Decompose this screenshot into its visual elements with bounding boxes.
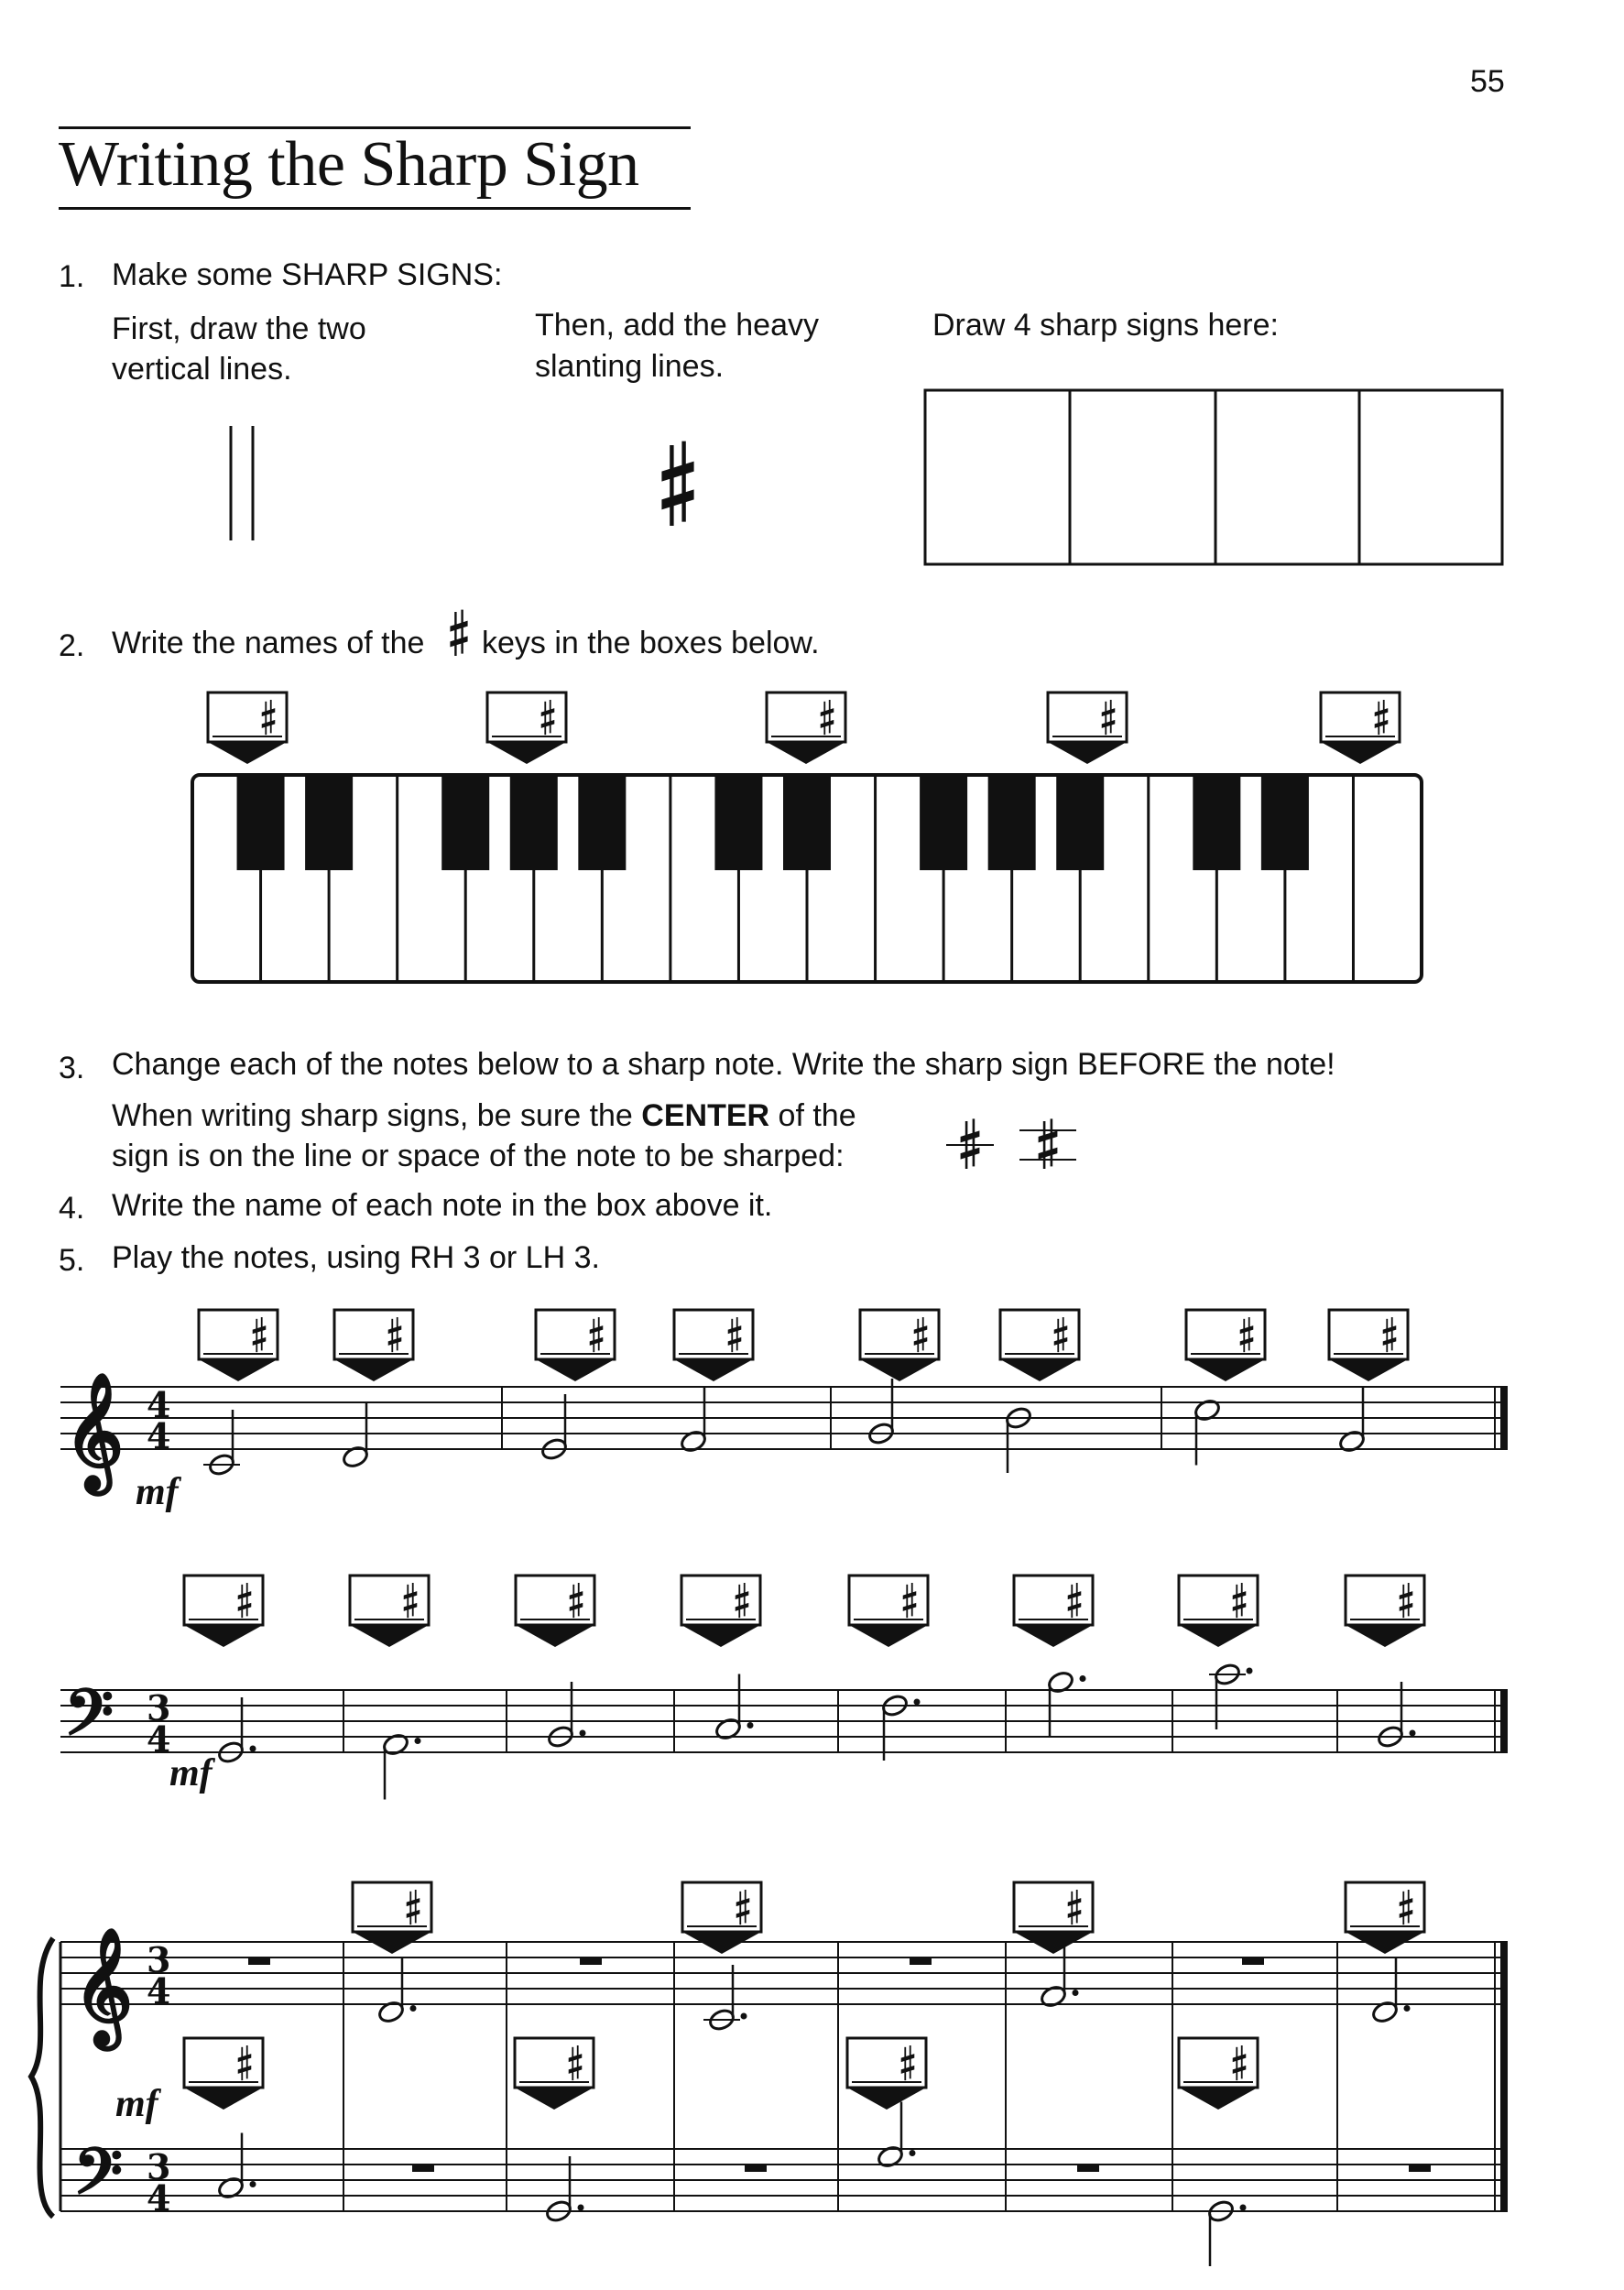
answer-box[interactable] <box>847 2038 926 2110</box>
note <box>1004 1405 1032 1473</box>
instruction-1-text: Make some SHARP SIGNS: <box>112 257 503 292</box>
answer-box[interactable] <box>1321 692 1400 764</box>
whole-rest <box>910 1957 932 1965</box>
answer-box[interactable] <box>1048 692 1127 764</box>
answer-box[interactable] <box>353 1882 431 1954</box>
whole-rest <box>580 1957 602 1965</box>
answer-box[interactable] <box>1179 1576 1258 1647</box>
treble-staff-3 <box>60 1942 1508 2033</box>
instruction-2-number: 2. <box>59 628 85 663</box>
answer-box[interactable] <box>184 1576 263 1647</box>
note <box>876 2102 915 2170</box>
answer-box[interactable] <box>1186 1310 1265 1381</box>
instruction-2-text-before: Write the names of the <box>112 626 425 660</box>
time-sig-top: 4 <box>147 1384 171 1425</box>
black-key <box>1193 775 1240 870</box>
brace-icon <box>31 1938 53 2217</box>
answer-box[interactable] <box>767 692 845 764</box>
answer-box[interactable] <box>536 1310 615 1381</box>
whole-rest <box>1409 2165 1431 2172</box>
instruction-3-number: 3. <box>59 1051 85 1085</box>
col2-line2: slanting lines. <box>535 349 725 384</box>
instruction-5-number: 5. <box>59 1243 85 1278</box>
music-staves <box>31 1379 1508 2266</box>
treble-clef-icon: 𝄞 <box>64 1372 125 1489</box>
black-key <box>305 775 353 870</box>
inline-sharp-icon <box>450 610 467 656</box>
note <box>203 1410 240 1478</box>
answer-box[interactable] <box>1179 2038 1258 2110</box>
dynamic-mf-1: mf <box>136 1471 179 1513</box>
note <box>381 1732 420 1800</box>
note <box>540 1394 568 1462</box>
black-key <box>441 775 489 870</box>
answer-box[interactable] <box>487 692 566 764</box>
black-key <box>988 775 1036 870</box>
instruction-4-number: 4. <box>59 1191 85 1226</box>
note <box>866 1379 895 1446</box>
note <box>1046 1670 1085 1738</box>
col2-line1: Then, add the heavy <box>535 308 820 343</box>
two-vertical-lines <box>231 426 253 540</box>
whole-rest <box>248 1957 270 1965</box>
answer-box[interactable] <box>334 1310 413 1381</box>
black-key <box>920 775 967 870</box>
piano-keyboard <box>192 775 1422 982</box>
answer-box[interactable] <box>1000 1310 1079 1381</box>
answer-box[interactable] <box>199 1310 278 1381</box>
time-sig-top: 3 <box>147 1687 171 1728</box>
note <box>1193 1398 1221 1466</box>
note <box>216 1697 256 1765</box>
note <box>216 2133 256 2201</box>
sharp-example-icon <box>661 442 693 526</box>
center-note-line2: sign is on the line or space of the note to be sharped: <box>112 1139 845 1173</box>
answer-box[interactable] <box>681 1576 760 1647</box>
answer-box[interactable] <box>674 1310 753 1381</box>
answer-box[interactable] <box>1329 1310 1408 1381</box>
note <box>546 1682 585 1750</box>
answer-box[interactable] <box>1014 1882 1093 1954</box>
note <box>703 1965 747 2033</box>
note <box>1039 1942 1078 2010</box>
center-note-bold: CENTER <box>641 1098 770 1133</box>
answer-box[interactable] <box>516 1576 594 1647</box>
time-sig-top: 3 <box>147 2146 171 2187</box>
col1-line1: First, draw the two <box>112 311 366 346</box>
note <box>1376 1682 1415 1750</box>
note <box>544 2156 583 2224</box>
time-sig-bottom: 4 <box>147 1970 171 2012</box>
note <box>1370 1957 1410 2025</box>
black-key <box>714 775 762 870</box>
center-note-before: When writing sharp signs, be sure the <box>112 1098 642 1133</box>
center-note-after: of the <box>769 1098 856 1133</box>
bass-clef-icon: 𝄢 <box>64 1675 114 1765</box>
answer-box[interactable] <box>1346 1882 1424 1954</box>
answer-box[interactable] <box>1014 1576 1093 1647</box>
note <box>1206 2198 1246 2266</box>
black-key <box>578 775 626 870</box>
answer-box[interactable] <box>849 1576 928 1647</box>
sharp-practice-boxes[interactable] <box>925 390 1502 564</box>
treble-clef-icon: 𝄞 <box>73 1927 134 2045</box>
whole-rest <box>1242 1957 1264 1965</box>
answer-box[interactable] <box>208 692 287 764</box>
time-sig-bottom: 4 <box>147 1718 171 1760</box>
black-key <box>510 775 558 870</box>
black-key <box>1261 775 1309 870</box>
whole-rest <box>412 2165 434 2172</box>
page-number: 55 <box>1470 64 1505 99</box>
bass-staff-4 <box>60 2102 1508 2267</box>
dynamic-mf-3: mf <box>115 2083 158 2125</box>
staff-symbols <box>64 1372 170 2224</box>
instruction-3-text: Change each of the notes below to a sharp note. Write the sharp sign BEFORE the note! <box>112 1047 1335 1082</box>
treble-staff-1 <box>60 1379 1508 1478</box>
answer-box[interactable] <box>860 1310 939 1381</box>
note <box>1209 1662 1253 1729</box>
note <box>880 1693 920 1761</box>
system-bar-thick <box>1500 2004 1508 2149</box>
note <box>679 1387 707 1455</box>
note <box>714 1674 753 1742</box>
answer-box[interactable] <box>682 1882 761 1954</box>
bass-staff-2 <box>60 1662 1508 1799</box>
black-key <box>1056 775 1104 870</box>
sharp-line-space-example <box>946 1118 1076 1169</box>
answer-box[interactable] <box>1346 1576 1424 1647</box>
time-sig-top: 3 <box>147 1939 171 1980</box>
dynamic-mf-2: mf <box>169 1752 213 1794</box>
instruction-1-number: 1. <box>59 259 85 294</box>
black-key <box>237 775 285 870</box>
answer-box[interactable] <box>350 1576 429 1647</box>
note <box>376 1957 416 2025</box>
answer-box[interactable] <box>515 2038 594 2110</box>
time-sig-bottom: 4 <box>147 2177 171 2219</box>
col3-text: Draw 4 sharp signs here: <box>932 308 1279 343</box>
time-sig-bottom: 4 <box>147 1415 171 1456</box>
col1-line2: vertical lines. <box>112 352 292 387</box>
whole-rest <box>1077 2165 1099 2172</box>
page-title: Writing the Sharp Sign <box>59 129 639 200</box>
instruction-5-text: Play the notes, using RH 3 or LH 3. <box>112 1240 600 1275</box>
instruction-2-text-after: keys in the boxes below. <box>482 626 820 660</box>
answer-box[interactable] <box>184 2038 263 2110</box>
bass-clef-icon: 𝄢 <box>73 2134 124 2224</box>
whole-rest <box>745 2165 767 2172</box>
black-key <box>783 775 831 870</box>
note <box>1337 1387 1366 1455</box>
note <box>341 1402 369 1470</box>
instruction-4-text: Write the name of each note in the box above it. <box>112 1188 773 1223</box>
